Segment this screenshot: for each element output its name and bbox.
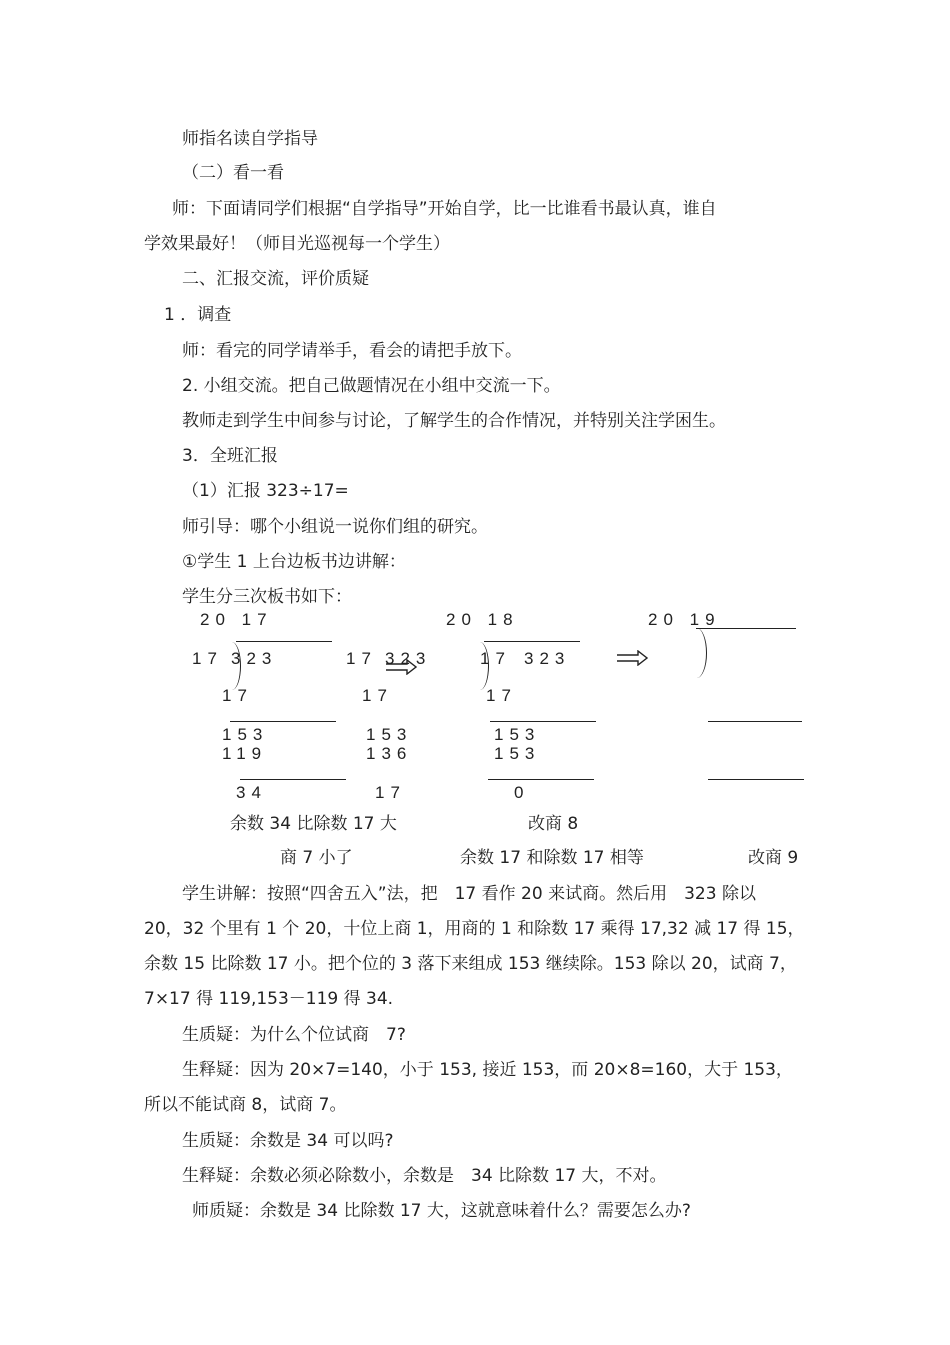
text-line: 2. 小组交流。把自己做题情况在小组中交流一下。: [182, 376, 561, 396]
divisor: 17: [346, 649, 377, 668]
dividend: 323: [524, 649, 571, 668]
text-line: ①学生 1 上台边板书边讲解：: [182, 552, 406, 572]
subtraction-line: [708, 721, 802, 722]
partial-remainder: 153: [366, 725, 413, 744]
subtraction-line: [708, 779, 804, 780]
division-bar: [484, 641, 580, 642]
double-arrow-icon: [616, 650, 648, 666]
paragraph-line: 生质疑：余数是 34 可以吗?: [182, 1131, 394, 1151]
subtrahend: 17: [486, 686, 517, 705]
section-heading: 3．全班汇报: [182, 446, 278, 466]
dividend: 323: [385, 649, 432, 668]
caption: 改商 9: [748, 848, 799, 868]
paragraph-line: 生释疑：因为 20×7=140，小于 153, 接近 153，而 20×8=160，大于 153，: [182, 1060, 793, 1080]
divisor: 17: [480, 649, 511, 668]
paragraph-line: 20，32 个里有 1 个 20，十位上商 1，用商的 1 和除数 17 乘得 17,32 减 17 得 15，: [144, 919, 805, 939]
subtraction-line: [240, 779, 346, 780]
remainder: 17: [375, 783, 406, 802]
subtraction-line: [230, 721, 336, 722]
caption: 余数 34 比除数 17 大: [230, 814, 397, 834]
text-line: 师指名读自学指导: [182, 129, 318, 149]
subtrahend: 119: [222, 744, 268, 763]
section-heading: （二）看一看: [182, 163, 284, 183]
partial-remainder: 153: [494, 725, 541, 744]
subtrahend: 136: [366, 744, 413, 763]
subtrahend: 17: [362, 686, 393, 705]
caption: 余数 17 和除数 17 相等: [460, 848, 644, 868]
division-bar: [236, 641, 332, 642]
quotient-digits: 20 17: [200, 610, 273, 629]
caption: 改商 8: [528, 814, 579, 834]
text-line: 教师走到学生中间参与讨论，了解学生的合作情况，并特别关注学困生。: [182, 411, 726, 431]
paragraph-line: 余数 15 比除数 17 小。把个位的 3 落下来组成 153 继续除。153 除以 20，试商 7，: [144, 954, 797, 974]
partial-remainder: 153: [222, 725, 269, 744]
dividend: 323: [231, 649, 278, 668]
caption: 商 7 小了: [280, 848, 353, 868]
text-line: （1）汇报 323÷17=: [182, 481, 349, 501]
section-heading: 1 ．调查: [164, 305, 232, 325]
subtrahend: 17: [222, 686, 253, 705]
paragraph-line: 学生讲解：按照“四舍五入”法，把 17 看作 20 来试商。然后用 323 除以: [182, 884, 756, 904]
paragraph-line: 师质疑：余数是 34 比除数 17 大，这就意味着什么？需要怎么办?: [192, 1201, 691, 1221]
text-line: 师：看完的同学请举手，看会的请把手放下。: [182, 341, 522, 361]
paragraph-line: 所以不能试商 8，试商 7。: [144, 1095, 347, 1115]
subtraction-line: [488, 779, 594, 780]
text-line: 学效果最好！（师目光巡视每一个学生）: [144, 234, 450, 254]
double-arrow-icon: [385, 659, 417, 675]
section-heading: 二、汇报交流，评价质疑: [182, 269, 369, 289]
paragraph-line: 生质疑：为什么个位试商 7?: [182, 1025, 406, 1045]
subtraction-line: [490, 721, 596, 722]
quotient-digits: 20 18: [446, 610, 519, 629]
text-line: 师引导：哪个小组说一说你们组的研究。: [182, 517, 488, 537]
paragraph-line: 生释疑：余数必须必除数小，余数是 34 比除数 17 大，不对。: [182, 1166, 667, 1186]
subtrahend: 153: [494, 744, 541, 763]
divisor: 17: [192, 649, 223, 668]
remainder: 0: [514, 783, 530, 802]
quotient-digits: 20 19: [648, 610, 721, 629]
remainder: 34: [236, 783, 267, 802]
text-line: 学生分三次板书如下：: [182, 587, 352, 607]
text-line: 师：下面请同学们根据“自学指导”开始自学，比一比谁看书最认真，谁自: [172, 199, 717, 219]
division-bracket: [690, 628, 707, 678]
paragraph-line: 7×17 得 119,153－119 得 34.: [144, 989, 394, 1009]
division-bar: [696, 628, 796, 629]
